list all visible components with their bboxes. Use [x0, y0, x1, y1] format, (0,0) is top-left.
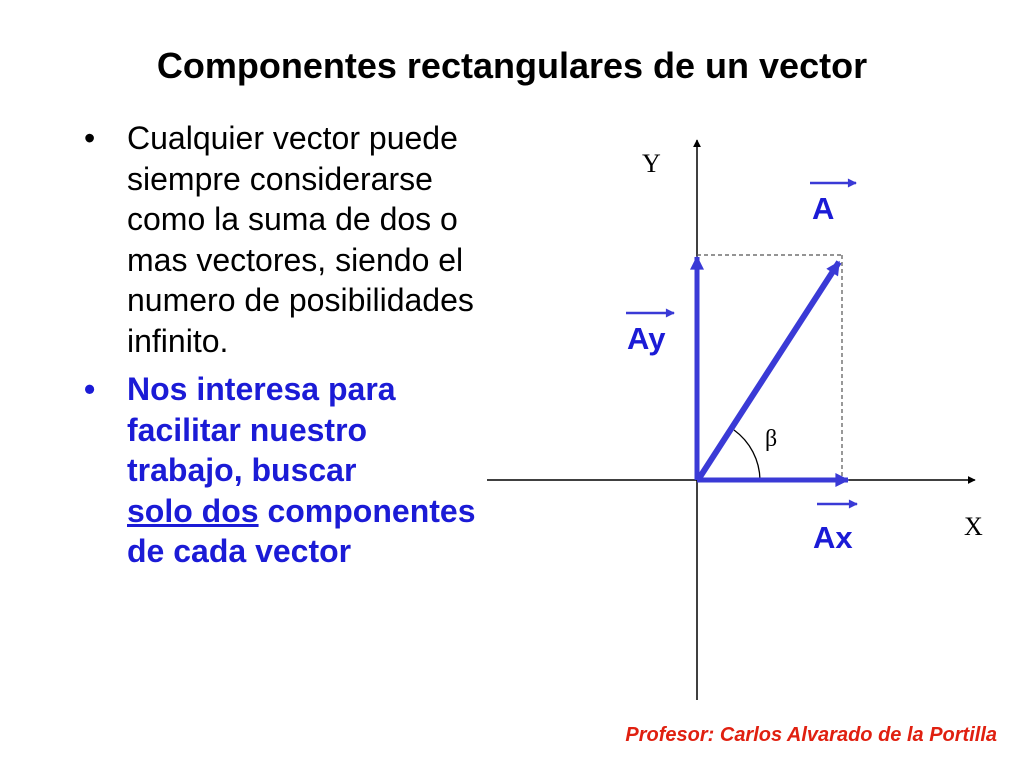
bullet-text: Cualquier vector puede siempre considerarse como la suma de dos o mas vectores, siendo el numero de posibilidades infinito. [127, 120, 474, 359]
vector-ay-label: Ay [627, 321, 666, 356]
angle-arc [734, 430, 760, 480]
y-axis-label: Y [642, 149, 661, 178]
angle-beta-label: β [765, 426, 778, 452]
x-axis-label: X [964, 512, 983, 541]
bullet-text-after: componentes de cada vector [127, 492, 476, 569]
footer-credit: Profesor: Carlos Alvarado de la Portilla [625, 724, 997, 746]
vector-ax-label: Ax [813, 520, 853, 555]
vector-a-label: A [812, 191, 835, 226]
bullet-text-before: Nos interesa para facilitar nuestro trabajo, buscar [127, 371, 396, 488]
bullet-marker: • [84, 120, 96, 156]
underlined-phrase: solo dos [127, 492, 259, 529]
bullet-marker: • [84, 371, 96, 407]
slide-title: Componentes rectangulares de un vector [156, 45, 868, 86]
